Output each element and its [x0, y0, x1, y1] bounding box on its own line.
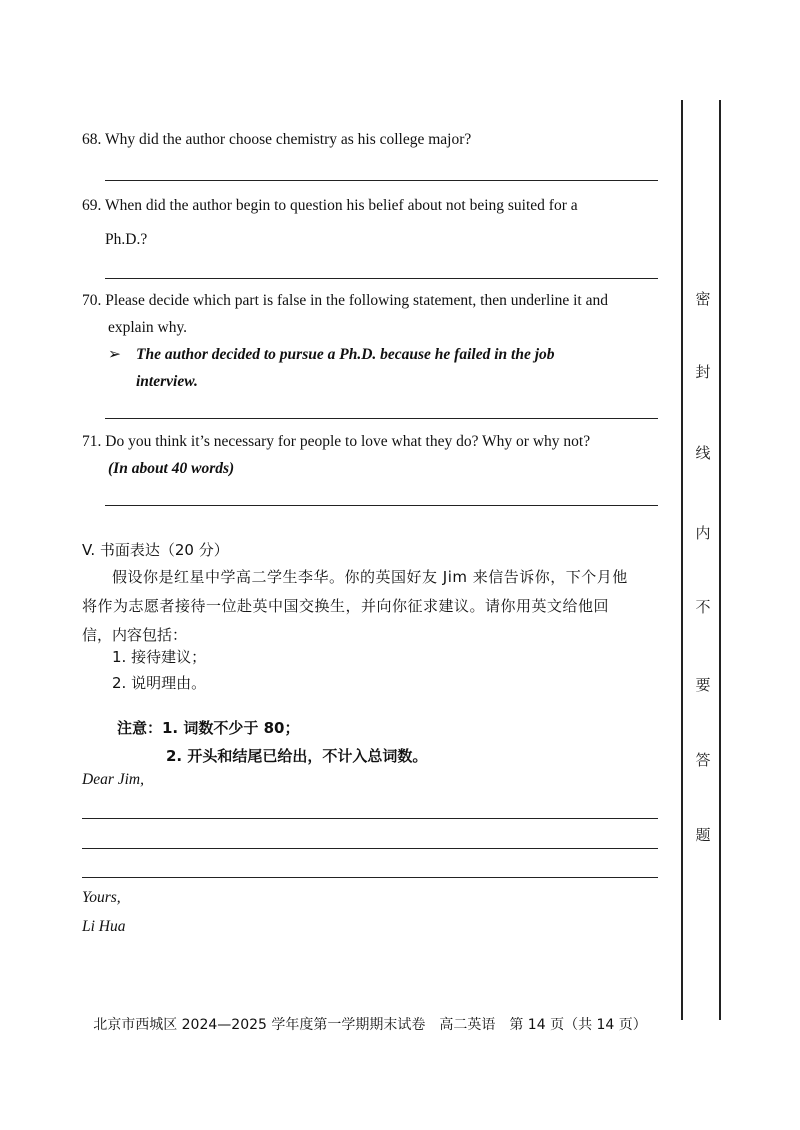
- question-70-line2: explain why.: [108, 319, 188, 336]
- writing-line-3[interactable]: [82, 877, 658, 878]
- section-v-heading: V. 书面表达（20 分）: [82, 541, 229, 559]
- question-71-line1: 71. Do you think it’s necessary for people to love what they do? Why or why not?: [82, 433, 591, 450]
- answer-line-68[interactable]: [105, 180, 658, 181]
- answer-line-71[interactable]: [105, 505, 658, 506]
- letter-signature: Li Hua: [82, 918, 126, 935]
- page-footer: 北京市西城区 2024—2025 学年度第一学期期末试卷 高二英语 第 14 页（共 14 页）: [93, 1017, 647, 1033]
- prompt-item-2: 2. 说明理由。: [112, 674, 207, 692]
- question-70-statement-line2: interview.: [136, 373, 198, 390]
- letter-greeting: Dear Jim,: [82, 771, 144, 788]
- question-70-line1: 70. Please decide which part is false in the following statement, then underline it and: [82, 292, 608, 309]
- answer-line-70[interactable]: [105, 418, 658, 419]
- question-69-line2: Ph.D.?: [105, 231, 148, 248]
- seal-char-8: 题: [695, 826, 711, 844]
- prompt-line1: 假设你是红星中学高二学生李华。你的英国好友 Jim 来信告诉你，下个月他: [112, 568, 628, 586]
- answer-line-69[interactable]: [105, 278, 658, 279]
- seal-char-5: 不: [695, 598, 711, 616]
- question-69-line1: 69. When did the author begin to question his belief about not being suited for a: [82, 197, 578, 214]
- seal-char-6: 要: [695, 676, 711, 694]
- seal-char-3: 线: [695, 444, 711, 462]
- prompt-line2: 将作为志愿者接待一位赴英中国交换生，并向你征求建议。请你用英文给他回: [82, 597, 610, 615]
- seal-char-4: 内: [695, 524, 711, 542]
- binding-line-left: [681, 100, 683, 1020]
- prompt-line3: 信，内容包括：: [82, 626, 188, 644]
- writing-line-1[interactable]: [82, 818, 658, 819]
- bullet-arrow-icon: ➢: [108, 346, 121, 363]
- note-1: 注意：1. 词数不少于 80；: [117, 719, 300, 737]
- question-68: 68. Why did the author choose chemistry as his college major?: [82, 131, 472, 148]
- letter-closing: Yours,: [82, 889, 121, 906]
- prompt-item-1: 1. 接待建议；: [112, 648, 207, 666]
- binding-line-right: [719, 100, 721, 1020]
- seal-char-2: 封: [695, 363, 711, 381]
- question-71-line2: (In about 40 words): [108, 460, 235, 477]
- note-2: 2. 开头和结尾已给出，不计入总词数。: [166, 747, 428, 765]
- writing-line-2[interactable]: [82, 848, 658, 849]
- seal-char-7: 答: [695, 751, 711, 769]
- seal-char-1: 密: [695, 290, 711, 308]
- question-70-statement-line1: The author decided to pursue a Ph.D. because he failed in the job: [136, 346, 555, 363]
